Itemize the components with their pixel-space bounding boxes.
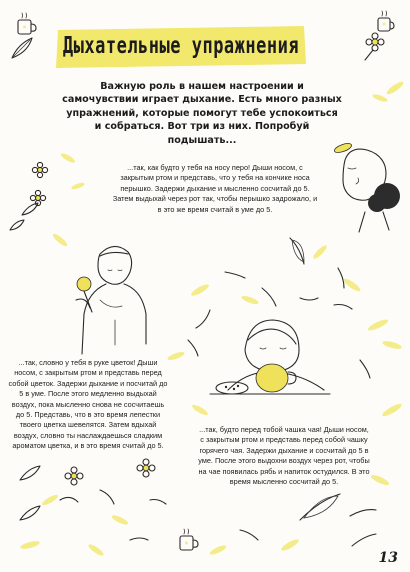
flower-icon [32,162,47,177]
feather-icon [300,494,376,546]
page-title: Дыхательные упражнения [62,32,300,60]
flower-icon [137,459,155,477]
page-number: 13 [378,550,398,566]
intro-paragraph: Важную роль в нашем настроении и самочувствии играет дыхание. Есть много разных упражнений, которые помогут тебе успокоиться и собраться. Вот три из них. Попробуй подышать... [62,81,342,146]
exercise-flower-text: ...так, словно у тебя в руке цветок! Дыши носом, с закрытым ртом и представь перед собой цветок. Задержи дыхание и посчитай до 5 в уме. После этого медленно выдыхай воздух, пока мысленно снова не сосчитаешь до 5. Представь, что в это время лепестки твоего цветка шевелятся. Затем вдыхай воздух, словно ты наслаждаешься сладким ароматом цветка, и в это время считай до 5. [8,358,168,451]
mug-icon [180,529,198,550]
mug-icon [18,13,36,34]
boy-tea-illustration [210,320,330,394]
flower-icon [365,33,384,60]
leaf-icon [12,38,32,58]
feather-icon [188,238,370,378]
girl-feather-illustration [333,142,400,232]
exercise-feather-text: ...так, как будто у тебя на носу перо! Дыши носом, с закрытым ртом и представь, что у тебя на кончике носа перышко. Задержи дыхание и мысленно сосчитай до 5. Затем выдыхай через рот так, чтобы перышко задрожало, и в это же время считай в уме до 5. [112,163,318,214]
title-banner [52,22,310,70]
exercise-tea-text: ...так, будто перед тобой чашка чая! Дыши носом, с закрытым ртом и представь перед собой чашку горячего чая. Задержи дыхание и сосчитай до 5 в уме. После этого выдохни воздух через рот, чтобы на чае появилась рябь и напиток остудился. В это время мысленно сосчитай до 5. [198,425,370,487]
boy-flower-illustration [76,246,146,354]
mug-icon [378,11,394,31]
leaf-icon [10,203,38,230]
flower-icon [65,467,83,485]
